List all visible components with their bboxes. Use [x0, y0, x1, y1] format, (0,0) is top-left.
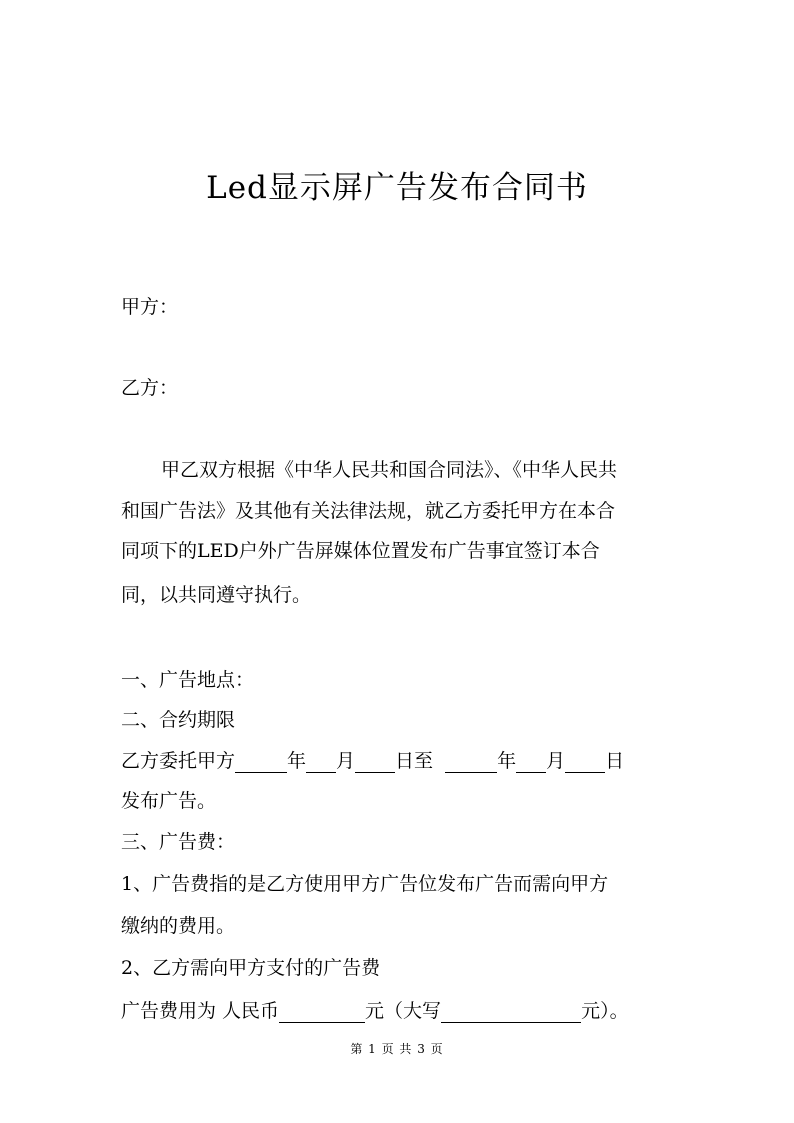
end-year-blank	[445, 752, 497, 773]
end-day-blank	[565, 752, 605, 773]
fee-amount-suffix: 元）。	[581, 1000, 629, 1022]
fee-clause-1: 1、广告费指的是乙方使用甲方广告位发布广告而需向甲方	[121, 873, 609, 895]
party-a-label: 甲方：	[121, 296, 179, 318]
fee-amount-blank	[279, 1002, 365, 1023]
fee-amount-unit: 元（大写	[365, 1000, 442, 1022]
term-line	[121, 741, 681, 781]
year-label: 年	[287, 750, 307, 772]
month-label: 月	[336, 750, 356, 772]
day-label: 日	[605, 750, 625, 772]
start-year-blank	[235, 752, 287, 773]
section-heading-term: 二、合约期限	[121, 709, 236, 731]
section-heading-fee: 三、广告费：	[121, 831, 236, 853]
start-month-blank	[306, 752, 336, 773]
intro-line: 同项下的LED户外广告屏媒体位置发布广告事宜签订本合	[121, 540, 600, 562]
year-label: 年	[497, 750, 517, 772]
day-to-label: 日至	[395, 750, 434, 772]
intro-line: 甲乙双方根据《中华人民共和国合同法》、《中华人民共	[161, 459, 618, 481]
fee-clause-1-cont: 缴纳的费用。	[121, 915, 236, 937]
fee-clause-2: 2、乙方需向甲方支付的广告费	[121, 957, 381, 979]
month-label: 月	[546, 750, 566, 772]
start-day-blank	[355, 752, 395, 773]
intro-line: 同，以共同遵守执行。	[121, 584, 312, 606]
fee-amount-prefix: 广告费用为 人民币	[121, 1000, 280, 1022]
term-line-2: 发布广告。	[121, 790, 217, 812]
term-prefix: 乙方委托甲方	[121, 750, 236, 772]
page-footer: 第 1 页 共 3 页	[350, 1042, 444, 1056]
fee-amount-line	[121, 991, 681, 1031]
end-month-blank	[516, 752, 546, 773]
intro-line: 和国广告法》及其他有关法律法规，就乙方委托甲方在本合	[121, 500, 616, 522]
document-title: Led显示屏广告发布合同书	[206, 170, 588, 206]
fee-amount-uppercase-blank	[441, 1002, 581, 1023]
section-heading-location: 一、广告地点：	[121, 669, 255, 691]
party-b-label: 乙方：	[121, 377, 179, 399]
